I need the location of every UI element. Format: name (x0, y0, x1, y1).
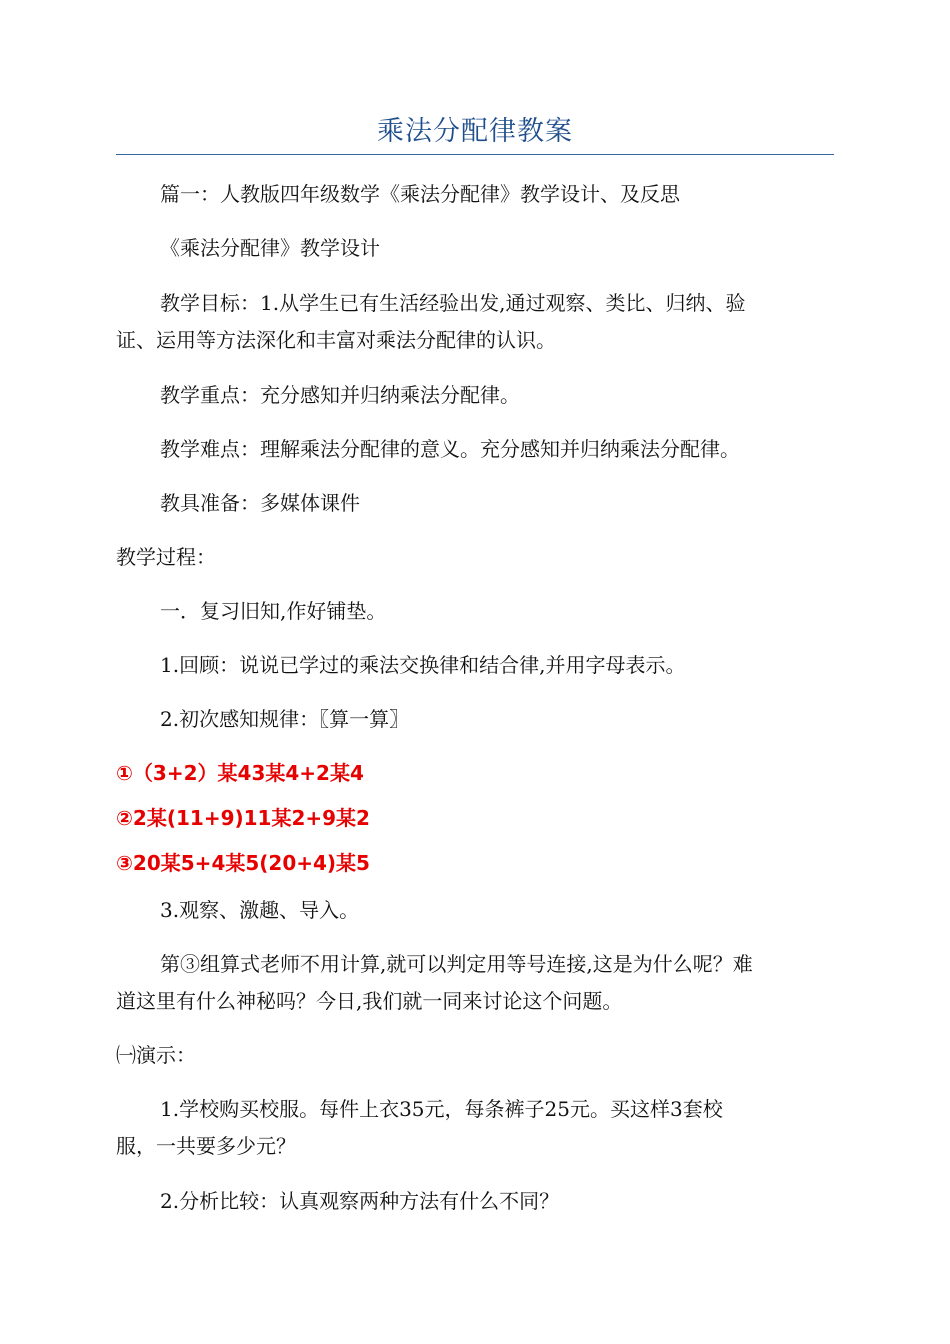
paragraph-uniform-line1: 1.学校购买校服。每件上衣35元，每条裤子25元。买这样3套校 (160, 1097, 723, 1121)
paragraph-key-points: 教学重点：充分感知并归纳乘法分配律。 (160, 383, 520, 407)
paragraph-uniform-line2: 服，一共要多少元？ (116, 1134, 296, 1158)
highlight-expression-3: ③20某5+4某5(20+4)某5 (116, 851, 370, 875)
paragraph-recall: 1.回顾：说说已学过的乘法交换律和结合律,并用字母表示。 (160, 653, 686, 677)
paragraph-process-heading: 教学过程： (116, 545, 216, 569)
highlight-expression-2: ②2某(11+9)11某2+9某2 (116, 806, 370, 830)
paragraph-question-line1: 第③组算式老师不用计算,就可以判定用等号连接,这是为什么呢？难 (160, 952, 753, 976)
paragraph-compare: 2.分析比较：认真观察两种方法有什么不同？ (160, 1189, 560, 1213)
title-underline (116, 154, 834, 155)
document-title: 乘法分配律教案 (377, 116, 573, 147)
paragraph-design-title: 《乘法分配律》教学设计 (160, 236, 380, 260)
paragraph-objectives-line2: 证、运用等方法深化和丰富对乘法分配律的认识。 (116, 328, 556, 352)
paragraph-question-line2: 道这里有什么神秘吗？今日,我们就一同来讨论这个问题。 (116, 989, 623, 1013)
paragraph-review: 一．复习旧知,作好铺垫。 (160, 599, 387, 623)
paragraph-section-heading: 篇一：人教版四年级数学《乘法分配律》教学设计、及反思 (160, 182, 680, 206)
paragraph-first-perception: 2.初次感知规律：〖算一算〗 (160, 707, 410, 731)
paragraph-demo-heading: ㈠演示： (116, 1043, 196, 1067)
paragraph-materials: 教具准备：多媒体课件 (160, 491, 360, 515)
paragraph-observe: 3.观察、激趣、导入。 (160, 898, 360, 922)
paragraph-difficulties: 教学难点：理解乘法分配律的意义。充分感知并归纳乘法分配律。 (160, 437, 740, 461)
paragraph-objectives-line1: 教学目标：1.从学生已有生活经验出发,通过观察、类比、归纳、验 (160, 291, 746, 315)
highlight-expression-1: ①（3+2）某43某4+2某4 (116, 761, 364, 785)
